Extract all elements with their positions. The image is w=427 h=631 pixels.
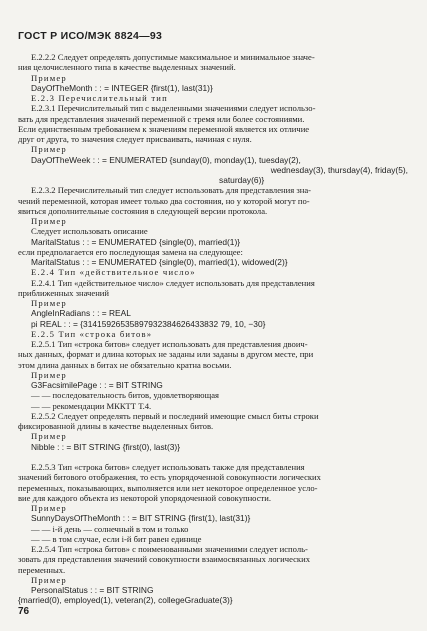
text-line: — — последовательность битов, удовлетворяющая — [31, 390, 219, 401]
text-line: если предполагается его последующая замена на следующее: — [18, 246, 243, 257]
text-line: явиться дополнительные состояния в следующей версии протокола. — [18, 205, 268, 216]
text-line: Пример — [31, 431, 67, 442]
text-line: Е.2.5.1 Тип «строка битов» следует использовать для представления двоич- — [31, 339, 308, 349]
text-line: wednesday(3), thursday(4), friday(5), — [270, 164, 408, 175]
text-line: Nibble : : = BIT STRING {first(0), last(3)} — [31, 441, 181, 452]
text-line: Пример — [31, 574, 67, 585]
text-line: Е.2.5.4 Тип «строка битов» с поименованными значениями следует исполь- — [31, 544, 308, 554]
text-line: значений битового отображения, то есть упорядоченной совокупности логических — [18, 472, 321, 483]
text-line: Пример — [31, 72, 67, 83]
text-line: — — в том случае, если i-й бит равен единице — [31, 533, 202, 544]
text-line — [18, 452, 416, 462]
document-body — [18, 52, 416, 606]
text-line: Е.2.3.1 Перечислительный тип с выделенными значениями следует использо- — [31, 103, 316, 114]
page-header: ГОСТ Р ИСО/МЭК 8824—93 — [18, 30, 163, 42]
text-line: MaritalStatus : : = ENUMERATED {single(0), married(1), widowed(2)} — [31, 257, 288, 267]
text-line: Если единственным требованием к значениям переменной является их отличие — [18, 123, 310, 134]
text-line: друг от друга, то значения следует присваивать, начиная с нуля. — [18, 134, 252, 144]
page-number: 76 — [18, 606, 30, 617]
text-line: DayOfTheWeek : : = ENUMERATED {sunday(0), monday(1), tuesday(2), — [31, 154, 301, 165]
text-line: Е.2.2.2 Следует определять допустимые максимальное и минимальное значе- — [31, 52, 315, 62]
text-line: вие для каждого объекта из некоторой упорядоченной совокупности. — [18, 492, 272, 503]
text-line: {married(0), employed(1), veteran(2), collegeGraduate(3)} — [18, 595, 233, 606]
text-line: чений переменной, которая имеет только два состояния, но у которой могут по- — [18, 195, 310, 206]
text-line: Е.2.3 Перечислительный тип — [31, 93, 168, 103]
text-line: ных данных, формат и длина которых не заданы или заданы в другом месте, при — [18, 349, 314, 360]
text-line: зовать для представления значений совокупности взаимосвязанных логических — [18, 554, 310, 565]
text-line: приближенных значений — [18, 287, 109, 298]
text-line: Пример — [31, 369, 67, 380]
text-line: переменных. — [18, 564, 66, 575]
text-line: DayOfTheMonth : : = INTEGER {first(1), last(31)} — [31, 82, 213, 93]
text-line: pi REAL : : = {31415926535897932384626433832 79, 10, −30} — [31, 318, 266, 329]
text-line: Пример — [31, 216, 67, 226]
text-line: Е.2.4 Тип «действительное число» — [31, 267, 196, 278]
text-line: Е.2.4.1 Тип «действительное число» следует использовать для представления — [31, 277, 315, 288]
text-line: Пример — [31, 144, 67, 155]
text-line: — — рекомендации МККТТ Т.4. — [31, 400, 152, 411]
text-line: PersonalStatus : : = BIT STRING — [31, 585, 154, 595]
text-line: saturday(6)} — [219, 175, 265, 185]
text-line: вать для представления значений переменной с тремя или более состояниями. — [18, 113, 305, 124]
text-line: Е.2.5.3 Тип «строка битов» следует использовать также для представления — [31, 462, 305, 472]
text-line: Пример — [31, 298, 67, 308]
text-line: Е.2.3.2 Перечислительный тип следует использовать для представления зна- — [31, 185, 311, 196]
text-line: фиксированной длины в качестве выделенных битов. — [18, 421, 214, 431]
text-line: G3FacsimilePage : : = BIT STRING — [31, 380, 163, 390]
text-line: — — i-й день — солнечный в том и только — [31, 523, 189, 534]
text-line: MaritalStatus : : = ENUMERATED {single(0), married(1)} — [31, 236, 241, 247]
text-line: AngleInRadians : : = REAL — [31, 308, 131, 319]
text-line: Пример — [31, 503, 67, 513]
text-line: Е.2.5.2 Следует определять первый и последний имеющие смысл биты строки — [31, 410, 319, 421]
text-line: Следует использовать описание — [31, 226, 148, 237]
text-line: этом длина данных в битах не обязательно кратна восьми. — [18, 359, 232, 370]
text-line: ния целочисленного типа в качестве выделенных значений. — [18, 62, 236, 73]
text-line: переменных, показывающих, выполняется или нет некоторое определенное усло- — [18, 482, 318, 493]
text-line: SunnyDaysOfTheMonth : : = BIT STRING {first(1), last(31)} — [31, 513, 251, 524]
text-line: Е.2.5 Тип «строка битов» — [31, 328, 153, 339]
